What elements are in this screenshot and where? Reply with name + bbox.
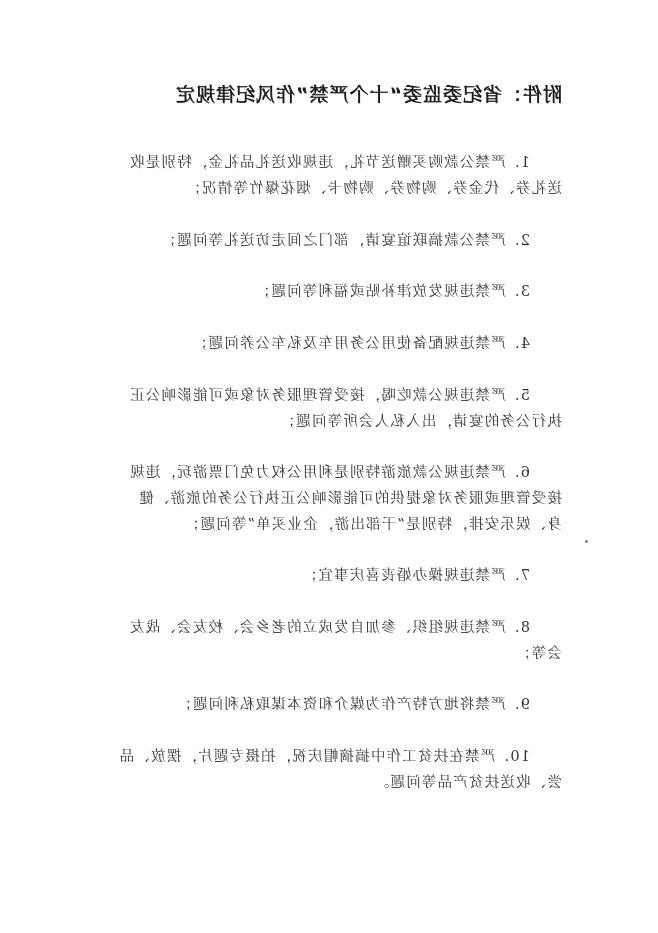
rule-number: 10.	[503, 749, 530, 765]
rule-number: 3.	[513, 284, 530, 300]
rule-item-7	[99, 563, 562, 589]
rule-text: 严禁违规配备使用公务用车及私车公养问题；	[191, 336, 506, 352]
rule-item-8	[99, 615, 562, 667]
rule-text: 严禁在扶贫工作中搞摘帽庆祝，拍摄专题片，摆放、品	[118, 749, 496, 765]
rule-text: 严禁公款购买赠送节礼，违规收送礼品礼金，特别是收	[128, 155, 506, 171]
rule-number: 6.	[513, 465, 530, 481]
rule-text: 严禁将地方特产作为媒介和资本谋取私利问题；	[176, 697, 506, 713]
rule-text: 严禁违规组织、参加自发成立的老乡会、校友会、战友	[128, 620, 506, 636]
rule-text-continued: 接受管理或服务对象提供的可能影响公正执行公务的旅游、健	[138, 491, 562, 507]
rule-text-continued: 身、娱乐安排，特别是“干部出游，企业买单”等问题；	[183, 517, 562, 533]
rule-item-10	[99, 744, 562, 796]
rule-text-continued: 执行公务的宴请，出入私人会所等问题；	[279, 414, 562, 430]
page-title: 附件：省纪委监委“十个严禁”作风纪律规定	[175, 84, 562, 106]
rule-text-continued: 尝、收送扶贫产品等问题。	[373, 775, 562, 791]
rule-text: 严禁违规发放津补贴或福利等问题；	[254, 284, 506, 300]
rule-text: 严禁违规公款旅游特别是利用公权力免门票游玩，违规	[128, 465, 506, 481]
rule-text-continued: 送礼券、代金券、购物券、购物卡、烟花爆竹等情况；	[185, 181, 562, 197]
scan-speck	[585, 540, 588, 543]
rule-text-continued: 会等；	[514, 646, 562, 662]
rule-text: 严禁违规操办婚丧喜庆事宜；	[301, 568, 506, 584]
rule-item-5	[99, 383, 562, 435]
rule-item-9	[99, 692, 562, 718]
rule-number: 8.	[513, 620, 530, 636]
rule-text: 严禁违规公款吃喝，接受管理服务对象或可能影响公正	[128, 388, 506, 404]
rule-number: 5.	[513, 388, 530, 404]
rule-item-4	[99, 331, 562, 357]
rule-item-1	[99, 150, 562, 202]
rule-text: 严禁公款搞联谊宴请，部门之间走访送礼等问题；	[160, 233, 506, 249]
rule-number: 4.	[513, 336, 530, 352]
rule-number: 9.	[513, 697, 530, 713]
rule-number: 2.	[513, 233, 530, 249]
rule-item-3	[99, 279, 562, 305]
rule-item-2	[99, 228, 562, 254]
rule-number: 1.	[513, 155, 530, 171]
rule-item-6	[99, 460, 562, 538]
rule-number: 7.	[513, 568, 530, 584]
